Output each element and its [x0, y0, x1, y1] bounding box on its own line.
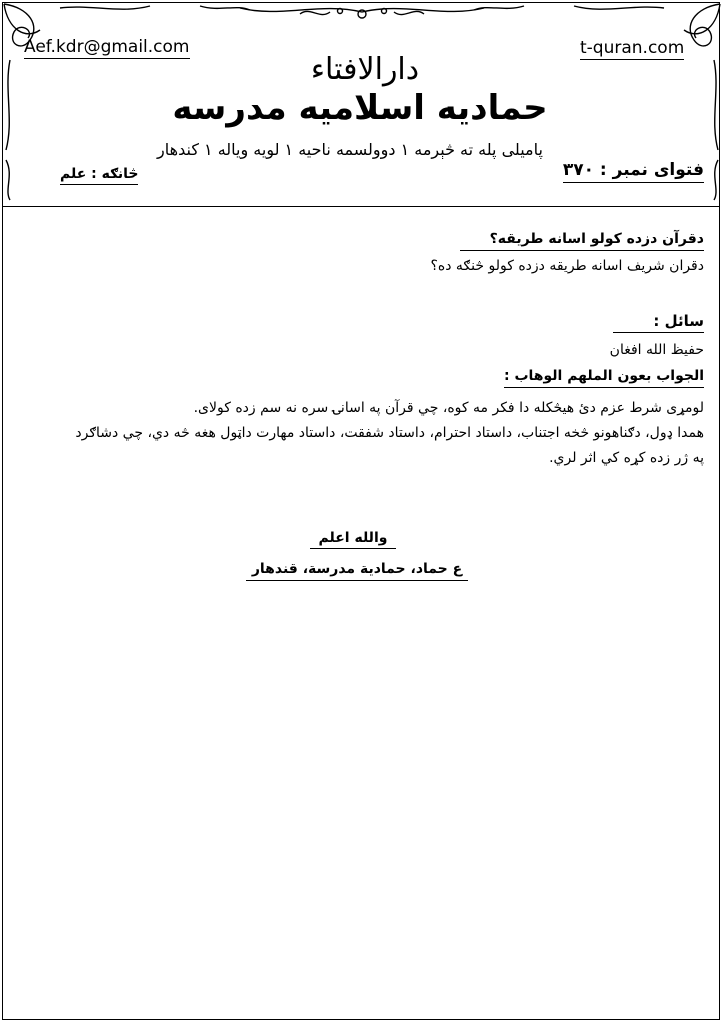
question-text: دقران شریف اسانه طریقه دزده کولو څنګه ده؟: [430, 258, 704, 274]
email-address: Aef.kdr@gmail.com: [24, 37, 190, 57]
category-label: څانګه : علم: [60, 166, 138, 185]
answer-line: لومړی شرط عزم دئ هیڅکله دا فکر مه کوه، چي قرآن په اسانۍ سره نه سم زده کولای.: [193, 400, 704, 416]
answer-body: [14, 396, 704, 471]
signature: ع حماد، حمادیة مدرسة، قندهار: [246, 561, 468, 581]
answer-line: همدا ډول، دګناهونو څخه اجتناب، داستاد احترام، داستاد شفقت، داستاد مهارت داټول هغه څه دي، چي دشاګرد: [75, 425, 704, 441]
madrasa-title: حمادیه اسلامیه مدرسه: [172, 88, 548, 128]
questioner-name: حفیظ الله افغان: [609, 342, 704, 358]
questioner-label: سائل :: [613, 312, 704, 333]
question-heading: دقرآن دزده کولو اسانه طریقه؟: [460, 231, 704, 251]
dar-ul-ifta-title: دارالافتاء: [310, 52, 420, 87]
answer-heading: الجواب بعون الملهم الوهاب :: [504, 368, 704, 388]
fatwa-number: فتوای نمبر : ۳۷۰: [563, 160, 704, 183]
answer-line: په ژر زده کړه کي اثر لري.: [549, 450, 704, 466]
wallahu-alam: والله اعلم: [310, 530, 396, 549]
header-divider: [2, 206, 720, 207]
website-url: t-quran.com: [580, 38, 685, 58]
address-line: پامیلی پله ته څېرمه ۱ دوولسمه ناحیه ۱ لویه ویاله ۱ کندهار: [157, 140, 543, 159]
